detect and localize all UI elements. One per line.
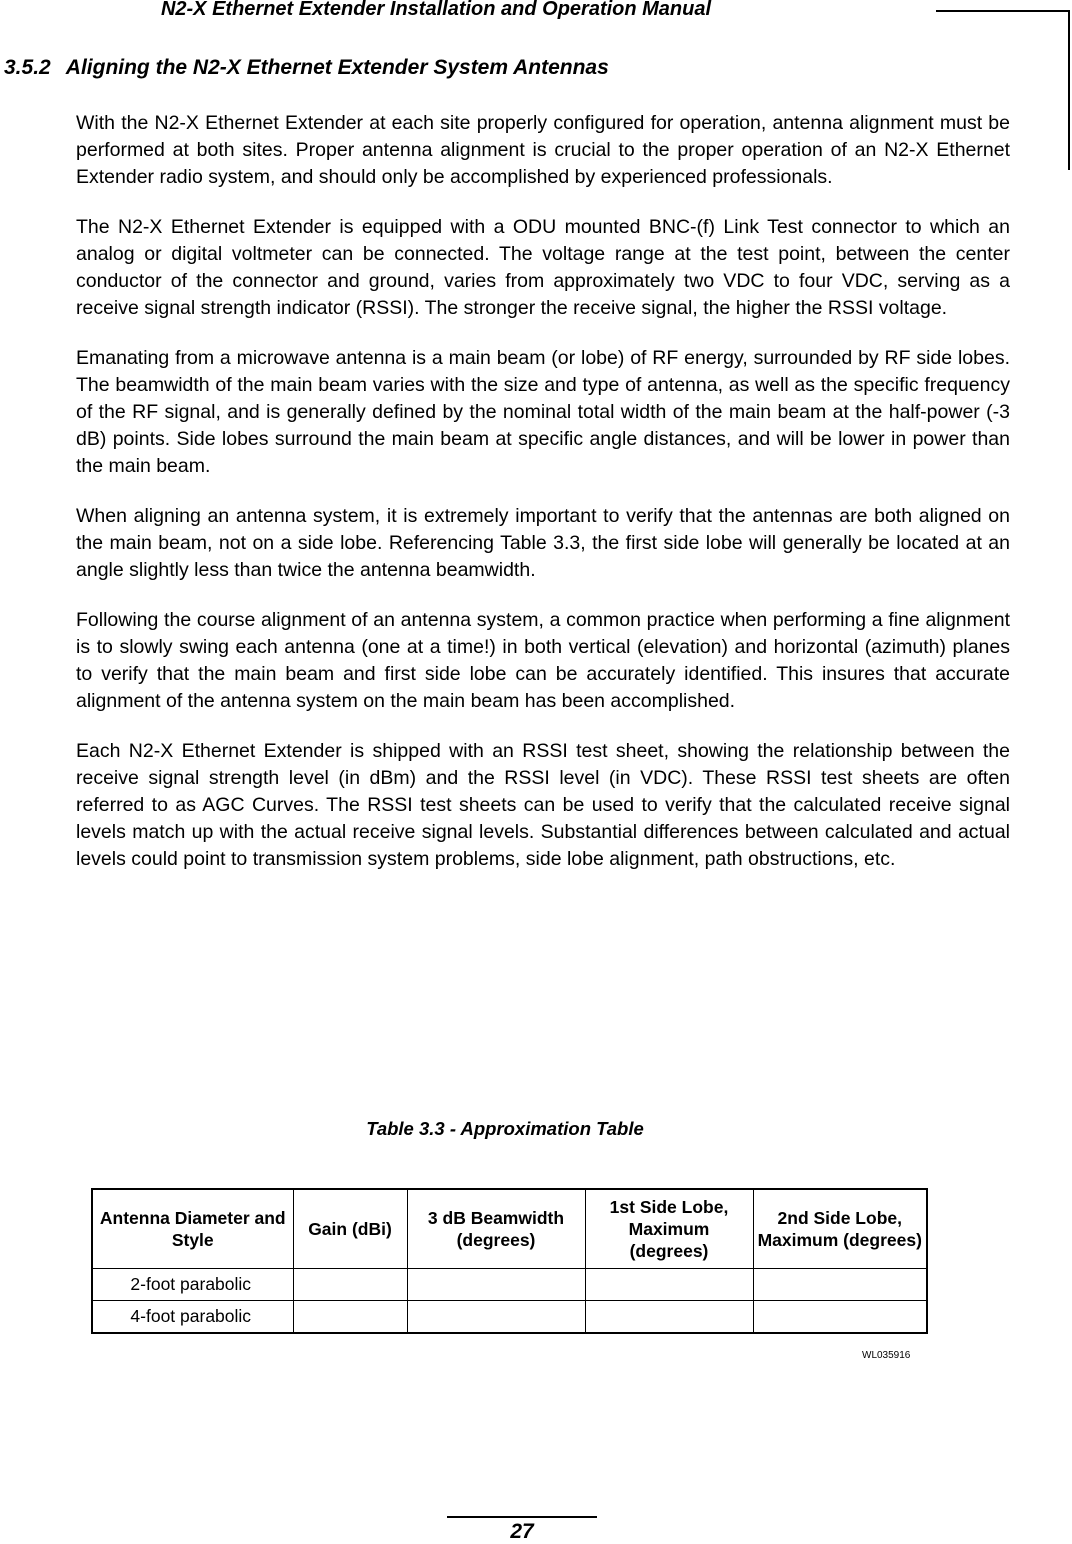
table-cell — [407, 1269, 585, 1301]
column-header: 1st Side Lobe, Maximum (degrees) — [585, 1190, 753, 1269]
paragraph: Each N2-X Ethernet Extender is shipped with an RSSI test sheet, showing the relationship between the receive signal strength level (in dBm) and the RSSI level (in VDC). These RSSI test sheets are often referred to as AGC Curves. The RSSI test sheets can be used to verify that the calculated receive signal levels match up with the actual receive signal levels. Substantial differences between calculated and actual levels could point to transmission system problems, side lobe alignment, path obstructions, etc. — [76, 740, 1010, 870]
paragraph: Emanating from a microwave antenna is a main beam (or lobe) of RF energy, surrounded by RF side lobes. The beamwidth of the main beam varies with the size and type of antenna, as well as the specific frequency of the RF signal, and is generally defined by the nominal total width of the main beam at the half-power (-3 dB) points. Side lobes surround the main beam at specific angle distances, and will be lower in power than the main beam. — [76, 347, 1010, 477]
body-text — [76, 110, 1010, 896]
section-heading — [4, 56, 609, 80]
column-header: Gain (dBi) — [293, 1190, 407, 1269]
table-cell: 4-foot parabolic — [93, 1301, 293, 1333]
table-caption: Table 3.3 - Approximation Table — [366, 1118, 644, 1139]
figure-code: WL035916 — [862, 1350, 911, 1361]
page-number: 27 — [510, 1520, 534, 1543]
header-vertical-rule — [1068, 10, 1070, 170]
table-cell — [585, 1269, 753, 1301]
table-cell — [753, 1301, 926, 1333]
section-number: 3.5.2 — [4, 56, 51, 79]
column-header: 3 dB Beamwidth (degrees) — [407, 1190, 585, 1269]
table-cell — [293, 1269, 407, 1301]
paragraph: With the N2-X Ethernet Extender at each site properly configured for operation, antenna alignment must be performed at both sites. Proper antenna alignment is crucial to the proper operation of an N2-X Ethernet Extender radio system, and should only be accomplished by experienced professionals. — [76, 112, 1010, 188]
footer-rule — [447, 1516, 597, 1518]
table-cell — [293, 1301, 407, 1333]
table-header-row — [93, 1190, 926, 1269]
column-header: Antenna Diameter and Style — [99, 1208, 286, 1250]
table-cell — [585, 1301, 753, 1333]
approximation-table — [93, 1190, 926, 1332]
paragraph: The N2-X Ethernet Extender is equipped with a ODU mounted BNC-(f) Link Test connector to which an analog or digital voltmeter can be connected. The voltage range at the test point, between the center conductor of the connector and ground, varies from approximately two VDC to four VDC, serving as a receive signal strength indicator (RSSI). The stronger the receive signal, the higher the RSSI voltage. — [76, 216, 1010, 319]
table-row — [93, 1301, 926, 1333]
table-row — [93, 1269, 926, 1301]
running-header: N2-X Ethernet Extender Installation and Operation Manual — [160, 0, 712, 20]
table-cell — [407, 1301, 585, 1333]
header-rule — [936, 10, 1070, 12]
column-header: 2nd Side Lobe, Maximum (degrees) — [753, 1190, 926, 1269]
section-title: Aligning the N2-X Ethernet Extender System Antennas — [65, 56, 609, 79]
paragraph: When aligning an antenna system, it is extremely important to verify that the antennas are both aligned on the main beam, not on a side lobe. Referencing Table 3.3, the first side lobe will generally be located at an angle slightly less than twice the antenna beamwidth. — [76, 505, 1010, 581]
table-cell: 2-foot parabolic — [93, 1269, 293, 1301]
table-cell — [753, 1269, 926, 1301]
paragraph: Following the course alignment of an antenna system, a common practice when performing a fine alignment is to slowly swing each antenna (one at a time!) in both vertical (elevation) and horizontal (azimuth) planes to verify that the main beam and first side lobe can be accurately identified. This insures that accurate alignment of the antenna system on the main beam has been accomplished. — [76, 609, 1010, 712]
